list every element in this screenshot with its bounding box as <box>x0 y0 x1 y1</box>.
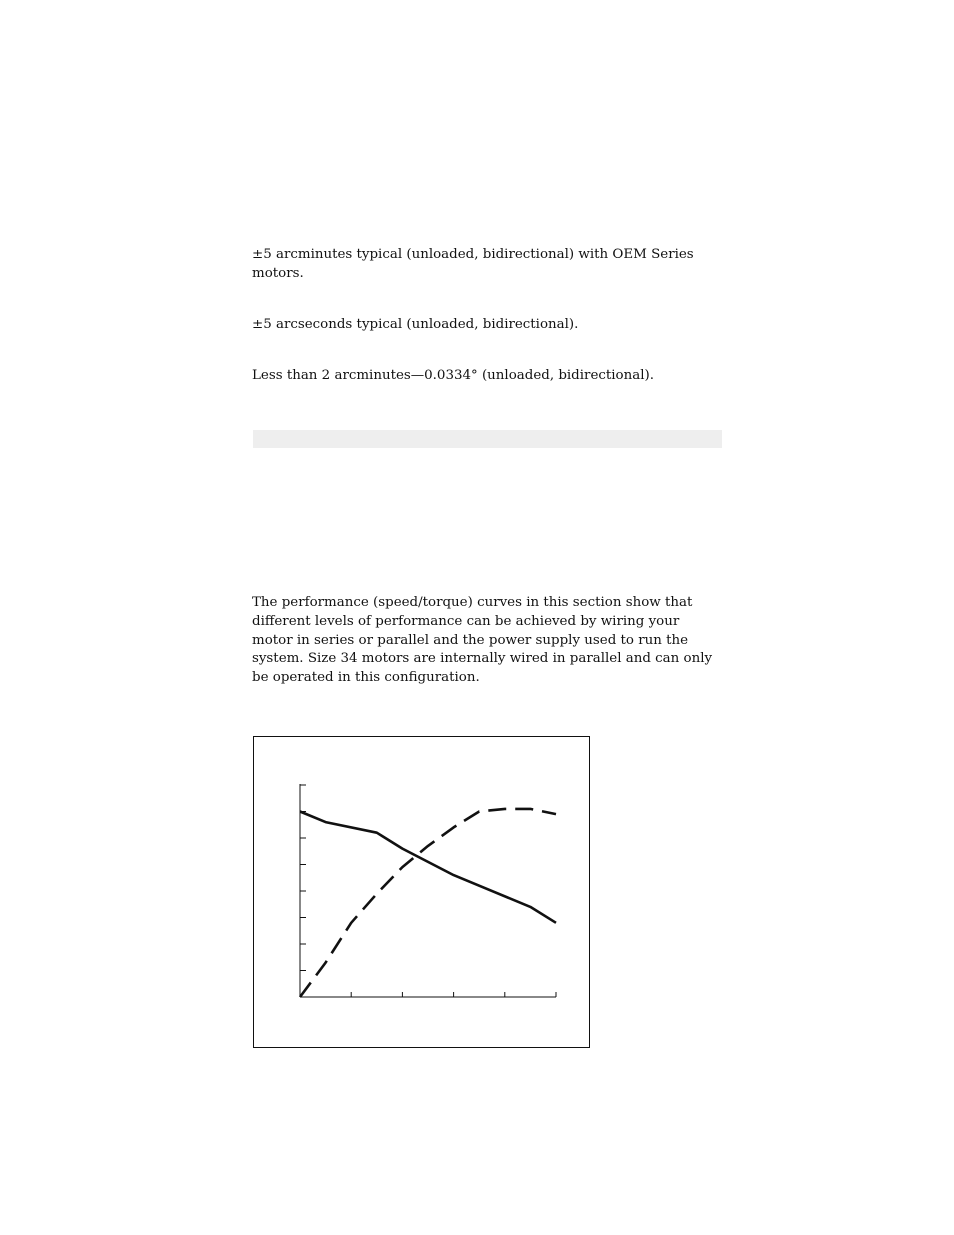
shaded-heading-bar <box>253 430 722 448</box>
repeatability-text: ±5 arcseconds typical (unloaded, bidirectional). <box>252 317 579 332</box>
speed-torque-chart-frame <box>253 736 590 1048</box>
speed-torque-chart <box>254 737 589 1047</box>
performance-text: The performance (speed/torque) curves in this section show that different levels of performance can be achieved by wiring your motor in series or parallel and the power supply used to run the system. Size 34 motors are internally wired in parallel and can only be operated in this configuration. <box>252 595 713 686</box>
accuracy-text: ±5 arcminutes typical (unloaded, bidirectional) with OEM Series motors. <box>252 247 694 281</box>
hysteresis-text: Less than 2 arcminutes—0.0334° (unloaded, bidirectional). <box>252 368 654 383</box>
solid-series-line <box>300 812 556 923</box>
